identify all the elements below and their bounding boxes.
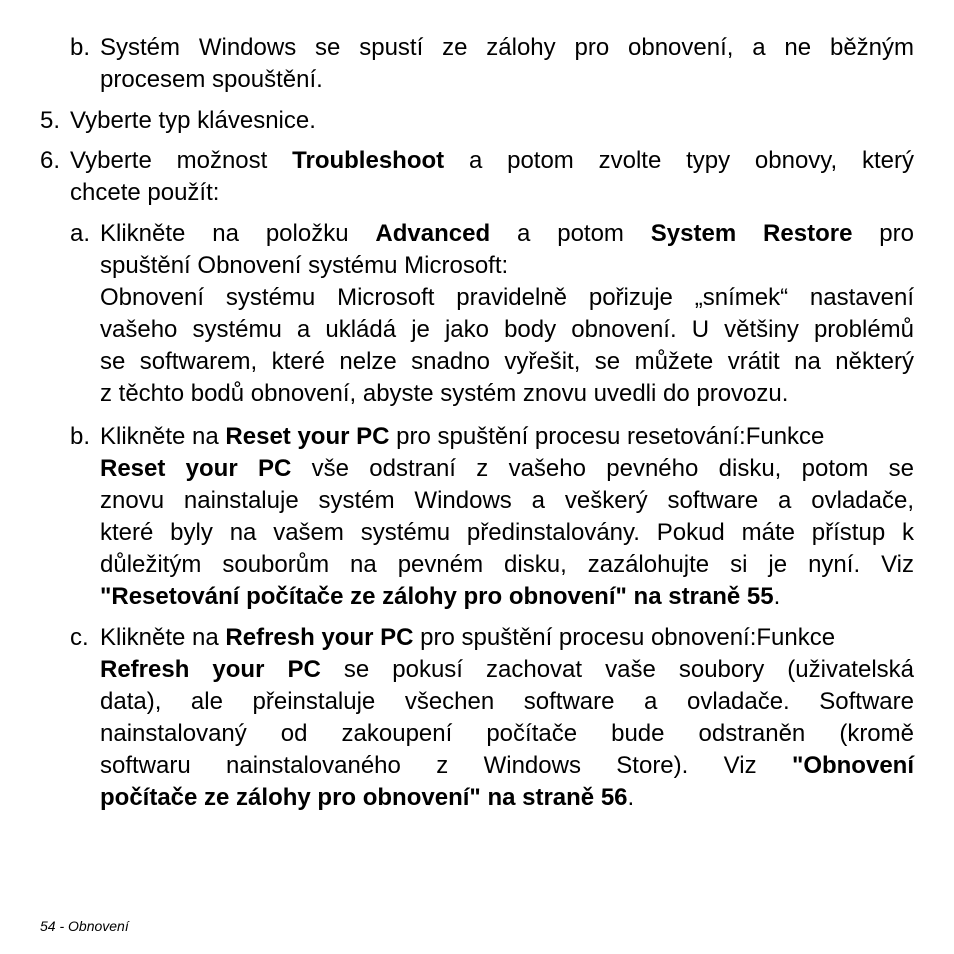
text-run: z těchto bodů obnovení, abyste systém znovu uvedli do provozu. xyxy=(100,380,789,407)
text-run: vašeho systému a ukládá je jako body obnovení. U většiny problémů xyxy=(100,316,914,343)
text-line xyxy=(100,218,914,250)
list-marker: 5. xyxy=(40,107,61,134)
bold-term: Reset your PC xyxy=(225,423,390,450)
text-line xyxy=(70,105,316,137)
text-run: pro spuštění procesu resetování:Funkce xyxy=(389,423,825,450)
text-run: se softwarem, které nelze snadno vyřešit, se můžete vrátit na některý xyxy=(100,348,914,375)
text-line xyxy=(100,250,508,282)
text-line xyxy=(100,686,914,718)
text-run: Vyberte možnost xyxy=(70,147,293,174)
list-marker: 6. xyxy=(40,147,61,174)
text-line xyxy=(100,453,914,485)
text-line xyxy=(100,421,824,453)
list-marker: b. xyxy=(70,34,91,61)
text-line xyxy=(70,177,219,209)
text-run: důležitým souborům na pevném disku, zazálohujte si je nyní. Viz xyxy=(100,551,914,578)
text-line xyxy=(100,750,914,782)
text-line xyxy=(100,64,323,96)
text-line xyxy=(100,622,835,654)
text-run: nainstalovaný od zakoupení počítače bude odstraněn (kromě xyxy=(100,720,914,747)
text-run: chcete použít: xyxy=(70,179,220,206)
bold-term: Reset your PC xyxy=(100,455,292,482)
text-line xyxy=(100,549,914,581)
text-run: Klikněte na xyxy=(100,423,226,450)
bold-term: Refresh your PC xyxy=(100,656,321,683)
bold-term: Refresh your PC xyxy=(225,624,414,651)
text-line xyxy=(100,378,788,410)
bold-term: "Obnovení xyxy=(791,752,914,779)
text-line xyxy=(100,32,914,64)
text-run: Klikněte na xyxy=(100,624,226,651)
list-marker: c. xyxy=(70,624,89,651)
text-run: vše odstraní z vašeho pevného disku, potom se xyxy=(291,455,914,482)
text-run: Klikněte na položku xyxy=(100,220,376,247)
text-run: data), ale přeinstaluje všechen software a ovladače. Software xyxy=(100,688,914,715)
text-run: a potom xyxy=(490,220,651,247)
text-line xyxy=(100,314,914,346)
text-line xyxy=(100,654,914,686)
text-run: a potom zvolte typy obnovy, který xyxy=(444,147,915,174)
text-run: znovu nainstaluje systém Windows a veškerý software a ovladače, xyxy=(100,487,914,514)
bold-term: System Restore xyxy=(650,220,853,247)
text-run: pro spuštění procesu obnovení:Funkce xyxy=(413,624,836,651)
text-line xyxy=(70,145,914,177)
text-line xyxy=(100,581,780,613)
text-line xyxy=(100,485,914,517)
text-run: se pokusí zachovat vaše soubory (uživatelská xyxy=(320,656,914,683)
text-run: které byly na vašem systému předinstalovány. Pokud máte přístup k xyxy=(100,519,914,546)
list-marker: b. xyxy=(70,423,91,450)
text-run: softwaru nainstalovaného z Windows Store). Viz xyxy=(100,752,792,779)
text-line xyxy=(100,346,914,378)
text-run: spuštění Obnovení systému Microsoft: xyxy=(100,252,509,279)
list-marker: a. xyxy=(70,220,91,247)
text-line xyxy=(100,782,634,814)
text-run: Systém Windows se spustí ze zálohy pro obnovení, a ne běžným xyxy=(100,34,914,61)
text-run: . xyxy=(773,583,781,610)
text-run: . xyxy=(627,784,635,811)
text-run: procesem spouštění. xyxy=(100,66,323,93)
bold-term: počítače ze zálohy pro obnovení" na straně 56 xyxy=(100,784,628,811)
bold-term: Advanced xyxy=(375,220,491,247)
text-run: pro xyxy=(852,220,914,247)
text-line xyxy=(100,517,914,549)
text-run: Obnovení systému Microsoft pravidelně pořizuje „snímek“ nastavení xyxy=(100,284,914,311)
bold-term: "Resetování počítače ze zálohy pro obnovení" na straně 55 xyxy=(100,583,774,610)
text-line xyxy=(100,718,914,750)
text-run: Vyberte typ klávesnice. xyxy=(70,107,316,134)
page-footer: 54 - Obnovení xyxy=(40,918,129,934)
bold-term: Troubleshoot xyxy=(292,147,445,174)
text-line xyxy=(100,282,914,314)
